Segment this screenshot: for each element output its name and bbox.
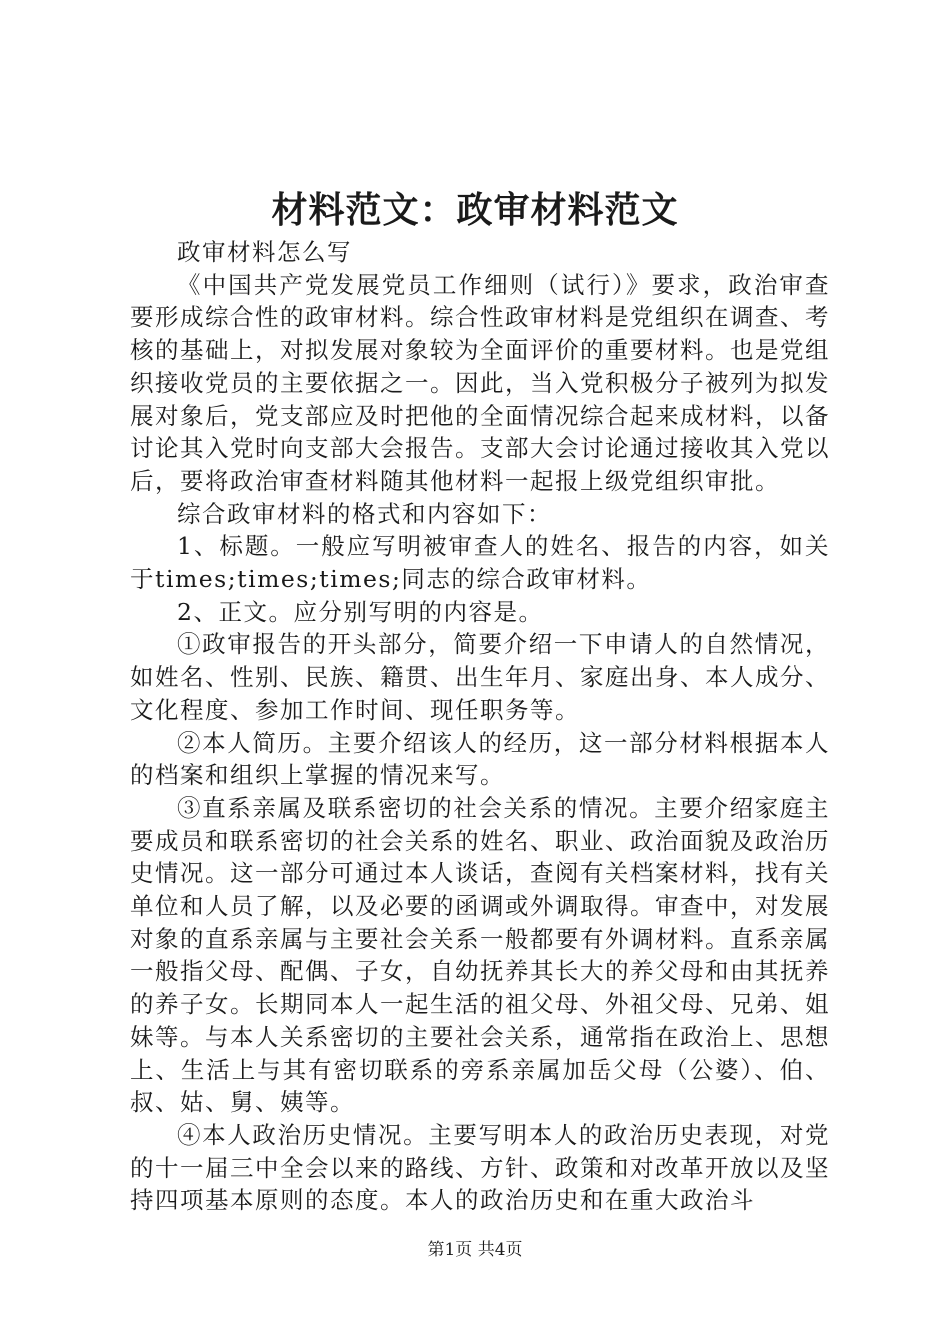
paragraph-sub-2: ②本人简历。主要介绍该人的经历，这一部分材料根据本人的档案和组织上掌握的情况来写。 bbox=[130, 728, 830, 790]
paragraph-subtitle: 政审材料怎么写 bbox=[177, 238, 352, 266]
document-body bbox=[130, 236, 830, 1217]
paragraph-item-1: 1、标题。一般应写明被审查人的姓名、报告的内容，如关于times;times;times;同志的综合政审材料。 bbox=[130, 532, 830, 594]
paragraph-sub-3: ③直系亲属及联系密切的社会关系的情况。主要介绍家庭主要成员和联系密切的社会关系的姓名、职业、政治面貌及政治历史情况。这一部分可通过本人谈话，查阅有关档案材料，找有关单位和人员了解，以及必要的函调或外调取得。审查中，对发展对象的直系亲属与主要社会关系一般都要有外调材料。直系亲属一般指父母、配偶、子女，自幼抚养其长大的养父母和由其抚养的养子女。长期同本人一起生活的祖父母、外祖父母、兄弟、姐妹等。与本人关系密切的主要社会关系，通常指在政治上、思想上、生活上与其有密切联系的旁系亲属加岳父母（公婆）、伯、叔、姑、舅、姨等。 bbox=[130, 793, 830, 1117]
paragraph-intro: 《中国共产党发展党员工作细则（试行）》要求，政治审查要形成综合性的政审材料。综合性政审材料是党组织在调查、考核的基础上，对拟发展对象较为全面评价的重要材料。也是党组织接收党员的主要依据之一。因此，当入党积极分子被列为拟发展对象后，党支部应及时把他的全面情况综合起来成材料，以备讨论其入党时向支部大会报告。支部大会讨论通过接收其入党以后，要将政治审查材料随其他材料一起报上级党组织审批。 bbox=[130, 270, 830, 495]
paragraph-sub-4: ④本人政治历史情况。主要写明本人的政治历史表现，对党的十一届三中全会以来的路线、方针、政策和对改革开放以及坚持四项基本原则的态度。本人的政治历史和在重大政治斗 bbox=[130, 1120, 830, 1215]
paragraph-sub-1: ①政审报告的开头部分，简要介绍一下申请人的自然情况，如姓名、性别、民族、籍贯、出生年月、家庭出身、本人成分、文化程度、参加工作时间、现任职务等。 bbox=[130, 630, 830, 724]
page-footer: 第1页 共4页 bbox=[427, 1240, 523, 1260]
document-title: 材料范文：政审材料范文 bbox=[271, 189, 679, 231]
paragraph-item-2: 2、正文。应分别写明的内容是。 bbox=[177, 597, 544, 626]
paragraph-format-heading: 综合政审材料的格式和内容如下： bbox=[177, 499, 552, 528]
